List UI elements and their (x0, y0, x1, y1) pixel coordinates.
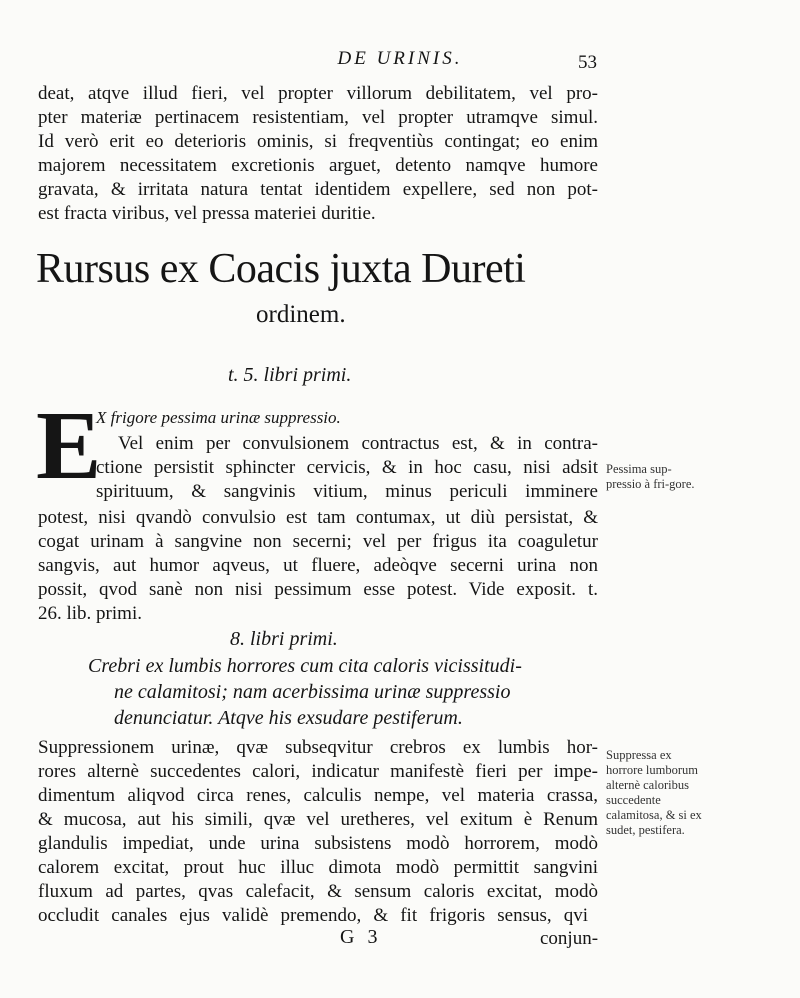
body-line: occludit canales ejus validè premendo, & fit frigoris sensus, qvi (38, 905, 588, 926)
margin-note: Pessima sup-pressio à fri-gore. (606, 462, 695, 491)
body-line: glandulis impediat, unde urina subsistens modò horrorem, modò (38, 833, 598, 854)
running-head: DE URINIS. (337, 48, 463, 69)
body-line: dimentum aliqvod circa renes, calculis nempe, vel materia crassa, (38, 785, 598, 806)
body-line: & mucosa, aut his simili, qvæ vel uretheres, vel exitum è Renum (38, 809, 598, 830)
body-line: 26. lib. primi. (38, 603, 142, 624)
body-line: rores alternè succedentes calori, indicatur manifestè fieri per impe- (38, 761, 598, 782)
page-number: 53 (578, 52, 597, 73)
body-line: majorem necessitatem excretionis arguet, detento namqve humore (38, 155, 598, 176)
body-line: deat, atqve illud fieri, vel propter villorum debilitatem, vel pro- (38, 83, 598, 104)
body-line: sangvis, aut humor aqveus, ut fluere, adeòqve secerni urina non (38, 555, 598, 576)
aphorism-text-line: Crebri ex lumbis horrores cum cita caloris vicissitudi- (88, 655, 522, 677)
body-line: cogat urinam à sangvine non secerni; vel per frigus ita coaguletur (38, 531, 598, 552)
body-line: est fracta viribus, vel pressa materiei duritie. (38, 203, 376, 224)
body-line: calorem excitat, prout huc illuc dimota modò permittit sangvini (38, 857, 598, 878)
body-line: fluxum ad partes, qvas calefacit, & sensum caloris excitat, modò (38, 881, 598, 902)
body-line: Vel enim per convulsionem contractus est, & in contra- (118, 433, 598, 454)
body-line: spirituum, & sangvinis vitium, minus periculi imminere (96, 481, 598, 502)
aphorism-text-line: ne calamitosi; nam acerbissima urinæ suppressio (114, 681, 511, 703)
signature-mark: G 3 (340, 926, 382, 948)
aphorism-reference: t. 5. libri primi. (228, 364, 352, 386)
body-line: gravata, & irritata natura tentat identidem expellere, sed non pot- (38, 179, 598, 200)
aphorism-lemma: X frigore pessima urinæ suppressio. (96, 408, 341, 427)
body-line: potest, nisi qvandò convulsio est tam contumax, ut diù persistat, & (38, 507, 598, 528)
body-line: ctione persistit sphincter cervicis, & in hoc casu, nisi adsit (96, 457, 598, 478)
body-line: possit, qvod sanè non nisi pessimum esse potest. Vide exposit. t. (38, 579, 598, 600)
catchword: conjun- (540, 928, 599, 949)
section-title: Rursus ex Coacis juxta Dureti (36, 246, 526, 292)
drop-cap: E (36, 392, 102, 500)
aphorism-reference: 8. libri primi. (230, 628, 338, 650)
body-line: Id verò erit eo deterioris ominis, si freqventiùs contingat; eo enim (38, 131, 598, 152)
body-line: Suppressionem urinæ, qvæ subseqvitur crebros ex lumbis hor- (38, 737, 598, 758)
aphorism-text-line: denunciatur. Atqve his exsudare pestiferum. (114, 707, 463, 729)
section-title-continuation: ordinem. (256, 301, 346, 328)
margin-note: Suppressa ex horrore lumborum alternè caloribus succedente calamitosa, & si ex sudet, pestifera. (606, 748, 702, 837)
body-line: pter materiæ pertinacem resistentiam, vel propter utramqve simul. (38, 107, 598, 128)
